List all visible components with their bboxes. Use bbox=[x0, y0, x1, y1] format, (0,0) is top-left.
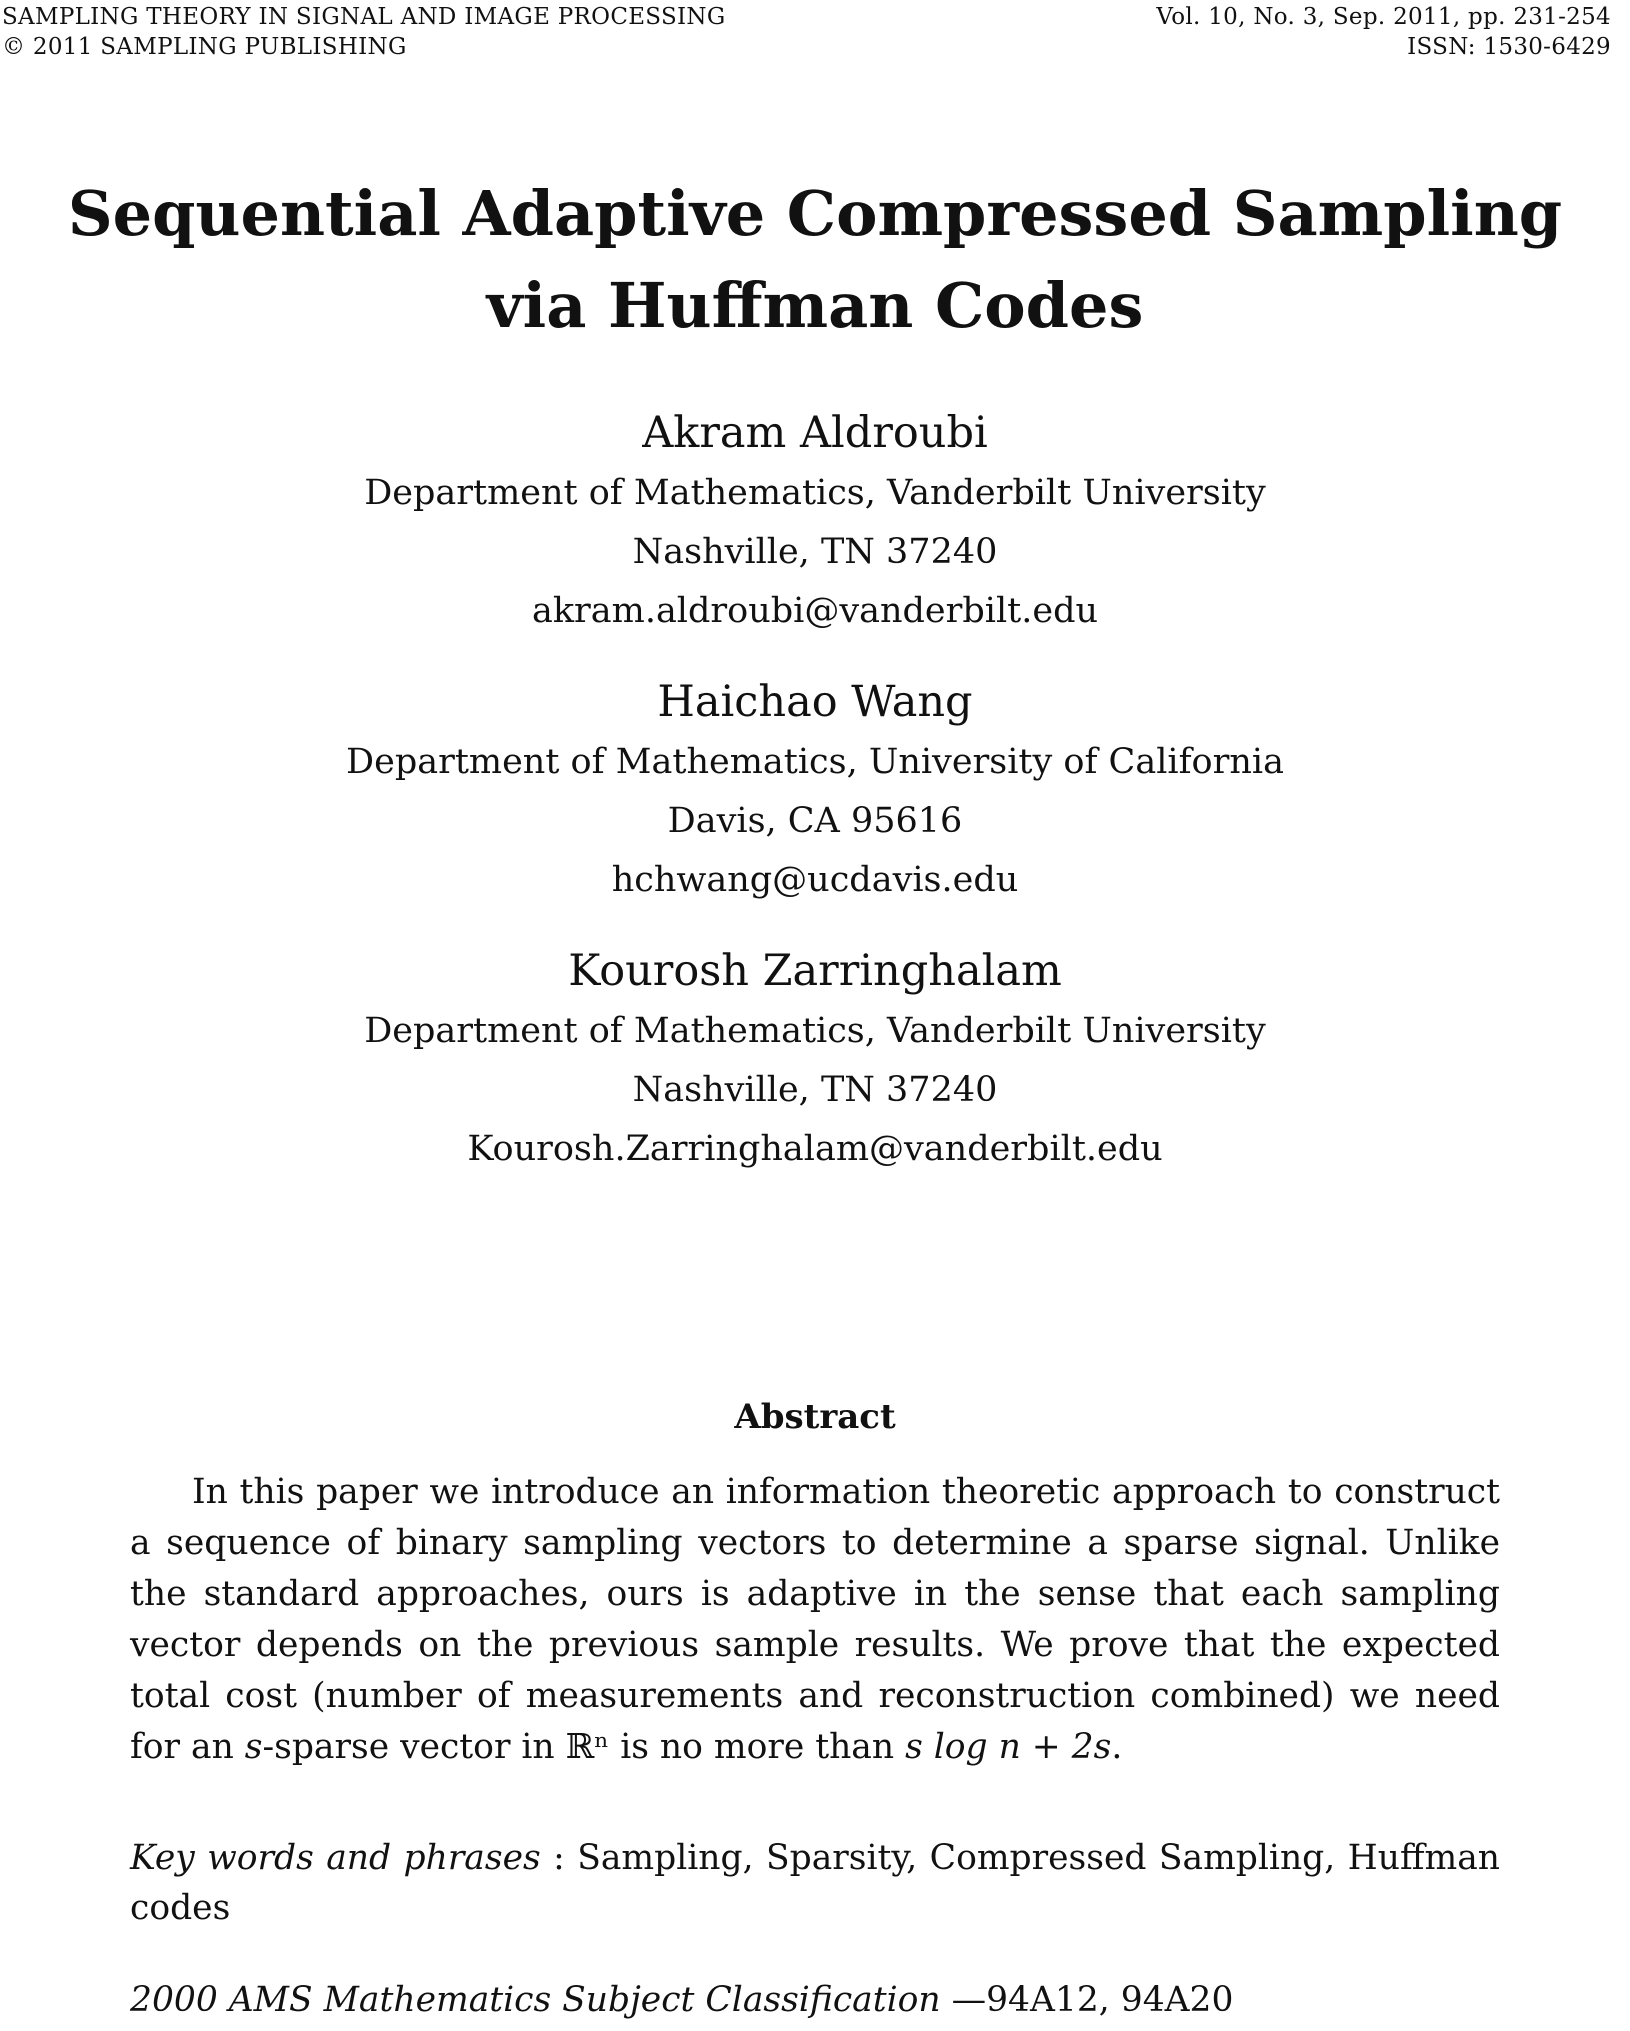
title-line-1: Sequential Adaptive Compressed Sampling bbox=[67, 177, 1563, 250]
author-department: Department of Mathematics, University of California bbox=[346, 742, 1284, 782]
author-name: Haichao Wang bbox=[657, 677, 973, 727]
author-block bbox=[0, 402, 1630, 641]
copyright-line: © 2011 SAMPLING PUBLISHING bbox=[2, 34, 407, 60]
keywords-separator: : bbox=[540, 1838, 578, 1878]
author-name: Akram Aldroubi bbox=[642, 408, 988, 458]
author-email: hchwang@ucdavis.edu bbox=[611, 860, 1019, 900]
author-location: Nashville, TN 37240 bbox=[632, 1070, 998, 1110]
abstract-text: . bbox=[1111, 1727, 1123, 1767]
journal-name: SAMPLING THEORY IN SIGNAL AND IMAGE PROCESSING bbox=[2, 4, 726, 30]
running-head-left bbox=[2, 2, 726, 62]
issn-line: ISSN: 1530-6429 bbox=[1407, 34, 1611, 60]
math-bound: s log n + 2s bbox=[905, 1727, 1112, 1767]
keywords bbox=[130, 1833, 1500, 1933]
math-rn: ℝⁿ bbox=[565, 1727, 610, 1767]
author-block bbox=[0, 940, 1630, 1179]
abstract-body bbox=[130, 1467, 1500, 1773]
abstract-heading: Abstract bbox=[734, 1397, 896, 1437]
title-line-2: via Huffman Codes bbox=[486, 269, 1144, 342]
ams-classification bbox=[130, 1975, 1500, 2025]
author-location: Nashville, TN 37240 bbox=[632, 532, 998, 572]
abstract-text: In this paper we introduce an information theoretic approach to construct a sequence of binary sampling vectors to determine a sparse signal. Unlike the standard approaches, ours is adaptive in the sense that each sampling vector depends on the previous sample results. We prove that the expected total cost (number of measurements and reconstruction combined) we need for an bbox=[130, 1472, 1500, 1767]
math-s: s bbox=[244, 1727, 263, 1767]
author-email: akram.aldroubi@vanderbilt.edu bbox=[531, 591, 1099, 631]
author-block bbox=[0, 671, 1630, 910]
volume-info: Vol. 10, No. 3, Sep. 2011, pp. 231-254 bbox=[1156, 4, 1611, 30]
abstract-text: -sparse vector in bbox=[262, 1727, 566, 1767]
author-list bbox=[0, 402, 1630, 1209]
ams-label: 2000 AMS Mathematics Subject Classification bbox=[130, 1980, 941, 2020]
abstract-text: is no more than bbox=[609, 1727, 906, 1767]
paper-title bbox=[0, 168, 1630, 352]
author-location: Davis, CA 95616 bbox=[667, 801, 963, 841]
author-email: Kourosh.Zarringhalam@vanderbilt.edu bbox=[467, 1129, 1163, 1169]
author-department: Department of Mathematics, Vanderbilt University bbox=[364, 1011, 1266, 1051]
author-department: Department of Mathematics, Vanderbilt University bbox=[364, 473, 1266, 513]
ams-codes: 94A12, 94A20 bbox=[986, 1980, 1234, 2020]
keywords-label: Key words and phrases bbox=[130, 1838, 541, 1878]
author-name: Kourosh Zarringhalam bbox=[568, 946, 1062, 996]
keywords-terms: Sampling, Sparsity, Compressed Sampling, Huffman codes bbox=[130, 1838, 1500, 1928]
running-head-right bbox=[1156, 2, 1611, 62]
ams-separator: — bbox=[940, 1980, 987, 2020]
